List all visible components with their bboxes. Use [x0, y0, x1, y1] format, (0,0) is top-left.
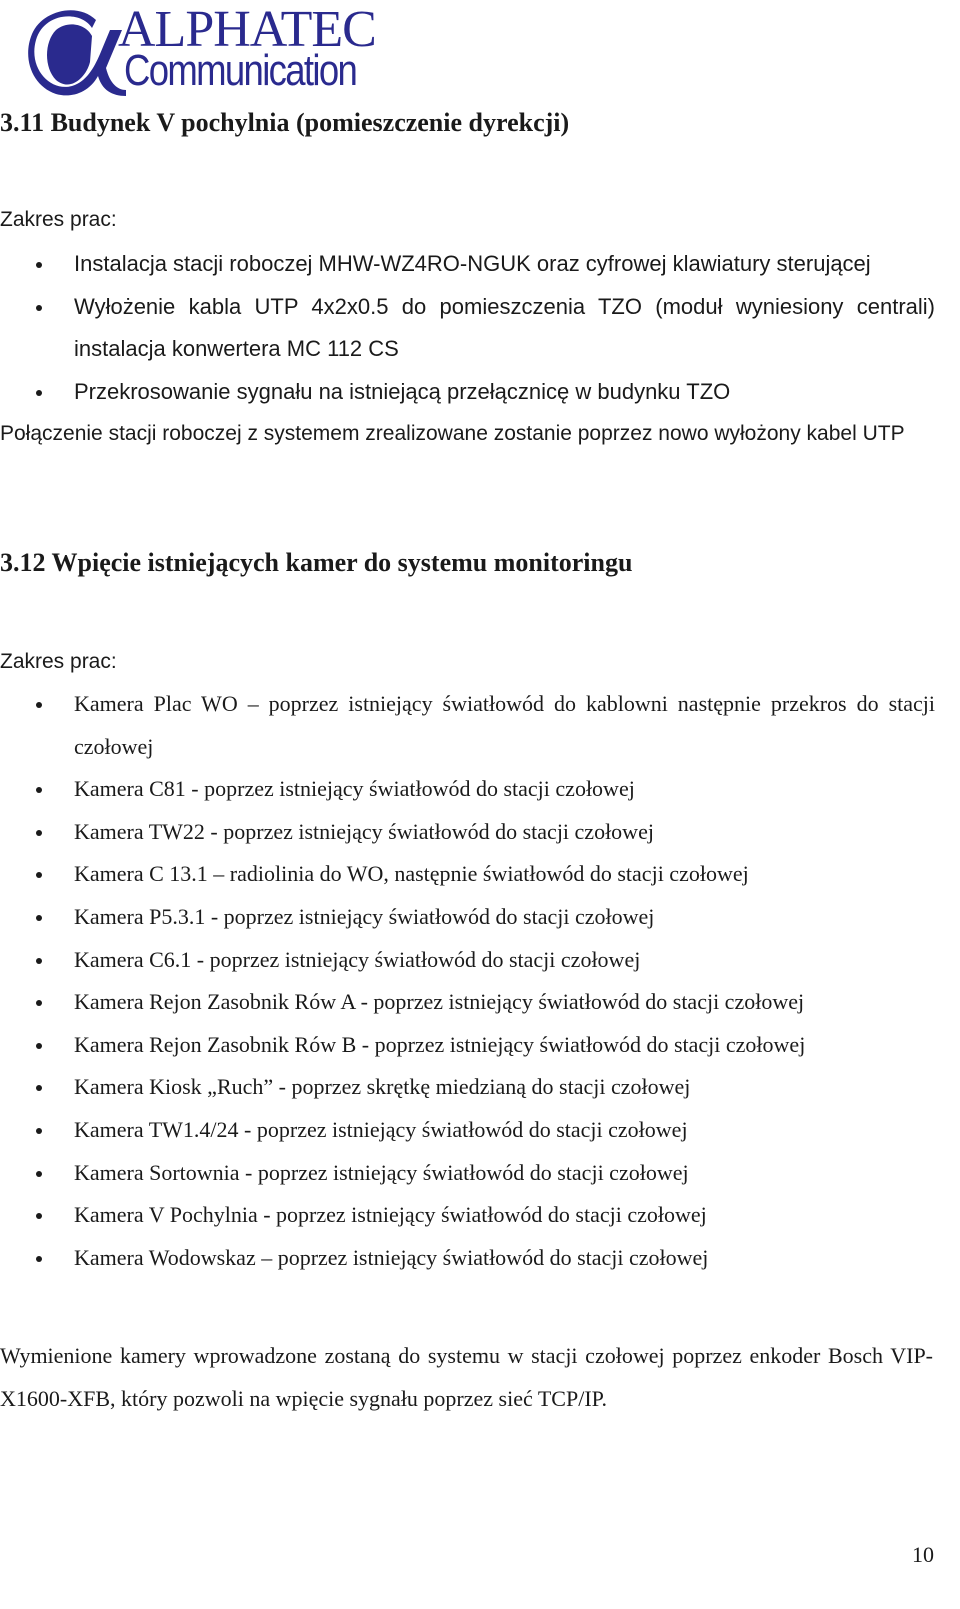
- list-item: Kamera Sortownia - poprzez istniejący światłowód do stacji czołowej: [0, 1152, 935, 1195]
- list-item: Kamera TW22 - poprzez istniejący światłowód do stacji czołowej: [0, 811, 935, 854]
- section-3-12-conclusion: Wymienione kamery wprowadzone zostaną do systemu w stacji czołowej poprzez enkoder Bosch VIP-X1600-XFB, który pozwoli na wpięcie sygnału poprzez sieć TCP/IP.: [0, 1343, 933, 1411]
- section-3-12-heading: 3.12 Wpięcie istniejących kamer do systemu monitoringu: [0, 548, 633, 577]
- list-item: Kamera TW1.4/24 - poprzez istniejący światłowód do stacji czołowej: [0, 1109, 935, 1152]
- company-logo: [26, 1, 446, 98]
- list-item: Kamera C6.1 - poprzez istniejący światłowód do stacji czołowej: [0, 939, 935, 982]
- list-item: Kamera Kiosk „Ruch” - poprzez skrętkę miedzianą do stacji czołowej: [0, 1066, 935, 1109]
- list-item: Kamera V Pochylnia - poprzez istniejący światłowód do stacji czołowej: [0, 1194, 935, 1237]
- section-3-11-list: [0, 243, 935, 413]
- list-item: Instalacja stacji roboczej MHW-WZ4RO-NGUK oraz cyfrowej klawiatury sterującej: [0, 243, 935, 286]
- page-number: 10: [912, 1542, 934, 1567]
- list-item: Kamera Rejon Zasobnik Rów A - poprzez istniejący światłowód do stacji czołowej: [0, 981, 935, 1024]
- list-item: Kamera Plac WO – poprzez istniejący światłowód do kablowni następnie przekros do stacji czołowej: [0, 683, 935, 768]
- alpha-logo-icon: [26, 6, 126, 96]
- list-item: Wyłożenie kabla UTP 4x2x0.5 do pomieszczenia TZO (moduł wyniesiony centrali) instalacja konwertera MC 112 CS: [0, 286, 935, 371]
- section-3-12-scope-label: Zakres prac:: [0, 650, 117, 673]
- list-item: Przekrosowanie sygnału na istniejącą przełącznicę w budynku TZO: [0, 371, 935, 414]
- list-item: Kamera P5.3.1 - poprzez istniejący światłowód do stacji czołowej: [0, 896, 935, 939]
- logo-company-name: ALPHATEC: [118, 1, 376, 58]
- list-item: Kamera Rejon Zasobnik Rów B - poprzez istniejący światłowód do stacji czołowej: [0, 1024, 935, 1067]
- list-item: Kamera C81 - poprzez istniejący światłowód do stacji czołowej: [0, 768, 935, 811]
- section-3-11-scope-label: Zakres prac:: [0, 208, 117, 231]
- section-3-11-heading: 3.11 Budynek V pochylnia (pomieszczenie dyrekcji): [0, 108, 570, 137]
- section-3-12-list: [0, 683, 935, 1279]
- list-item: Kamera C 13.1 – radiolinia do WO, następnie światłowód do stacji czołowej: [0, 853, 935, 896]
- section-3-11-note: Połączenie stacji roboczej z systemem zrealizowane zostanie poprzez nowo wyłożony kabel UTP: [0, 422, 905, 445]
- list-item: Kamera Wodowskaz – poprzez istniejący światłowód do stacji czołowej: [0, 1237, 935, 1280]
- logo-company-tagline: Communication: [124, 46, 357, 95]
